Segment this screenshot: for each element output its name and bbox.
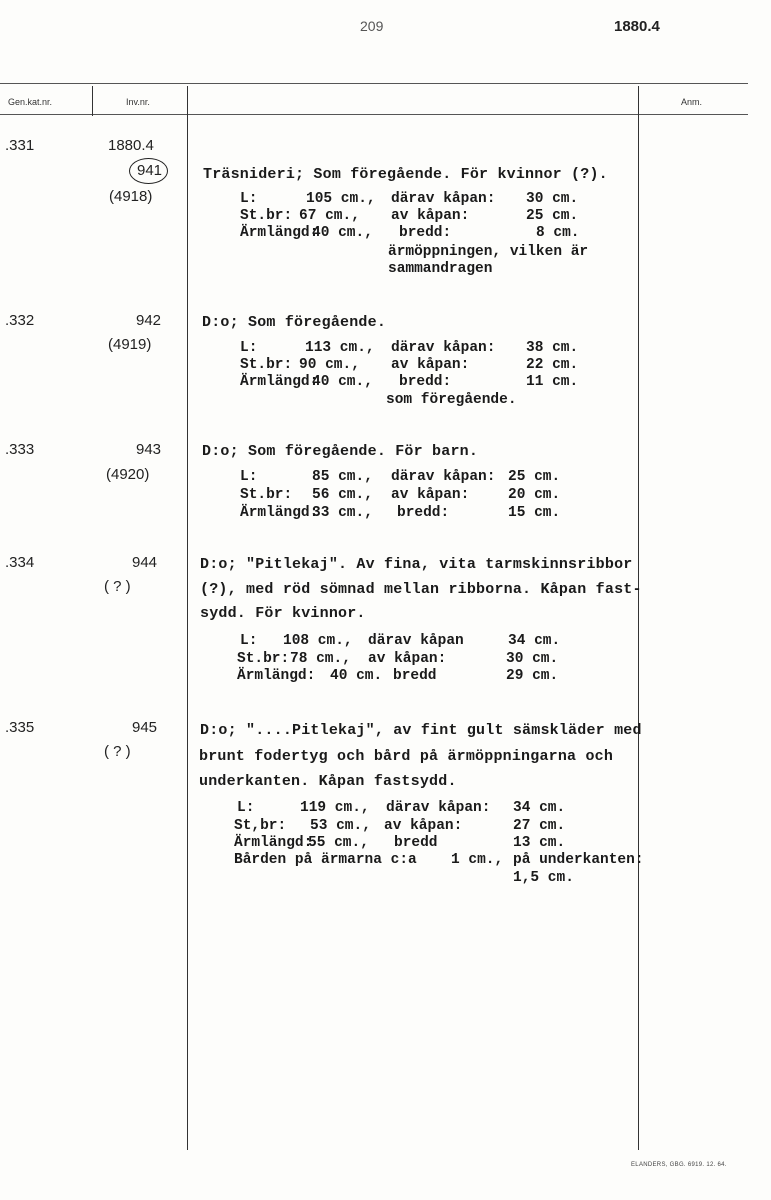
measure-label: Ärmlängd: xyxy=(234,835,313,851)
entry-text: Träsnideri; Som föregående. För kvinnor (?). xyxy=(203,166,608,183)
inventory-number: 941 xyxy=(137,162,163,179)
measure-value: 15 cm. xyxy=(508,505,561,521)
catalog-number: .335 xyxy=(5,719,35,736)
measure-value: 8 cm. xyxy=(536,225,580,241)
measure-label: av kåpan: xyxy=(384,818,463,834)
measure-label: Ärmlängd: xyxy=(240,505,319,521)
measure-label: bredd xyxy=(394,835,438,851)
measure-label: L: xyxy=(240,191,258,207)
printer-imprint: ELANDERS, GBG. 6919. 12. 64. xyxy=(631,1162,727,1168)
entry-text: D:o; Som föregående. xyxy=(202,314,387,331)
measure-label: L: xyxy=(240,340,258,356)
measure-label: av kåpan: xyxy=(391,208,470,224)
measure-value: 1 cm., xyxy=(451,852,504,868)
catalog-number: .331 xyxy=(5,137,35,154)
catalog-number: .334 xyxy=(5,554,35,571)
entry-text: brunt fodertyg och bård på ärmöppningarna och xyxy=(199,748,614,765)
measure-value: 30 cm. xyxy=(506,651,559,667)
measure-value: 108 cm., xyxy=(283,633,353,649)
measure-label: bredd: xyxy=(397,505,450,521)
measure-label: St.br: xyxy=(240,357,293,373)
measure-label: Ärmlängd: xyxy=(240,374,319,390)
measure-value: 55 cm., xyxy=(308,835,369,851)
measure-value: 67 cm., xyxy=(299,208,360,224)
catalog-number: .333 xyxy=(5,441,35,458)
measure-label: L: xyxy=(240,633,258,649)
measure-label: Bården på ärmarna c:a xyxy=(234,852,417,868)
measure-label: St.br: xyxy=(240,208,293,224)
measure-value: 105 cm., xyxy=(306,191,376,207)
measure-label: av kåpan: xyxy=(391,357,470,373)
inventory-number: 943 xyxy=(136,441,162,458)
measure-label: Ärmlängd: xyxy=(237,668,316,684)
measure-value: 78 cm., xyxy=(290,651,351,667)
measure-value: 13 cm. xyxy=(513,835,566,851)
inventory-number: ( ? ) xyxy=(104,743,131,760)
measure-value: 38 cm. xyxy=(526,340,579,356)
inventory-number: 942 xyxy=(136,312,162,329)
inventory-number: 945 xyxy=(132,719,158,736)
measure-label: av kåpan: xyxy=(391,487,470,503)
measure-value: 29 cm. xyxy=(506,668,559,684)
measure-value: 22 cm. xyxy=(526,357,579,373)
inventory-number: (4919) xyxy=(108,336,152,353)
entry-note: sammandragen xyxy=(388,261,493,277)
measure-value: 119 cm., xyxy=(300,800,370,816)
measure-value: 33 cm., xyxy=(312,505,373,521)
inventory-number: (4920) xyxy=(106,466,150,483)
top-rule xyxy=(0,83,748,84)
measure-label: bredd: xyxy=(399,374,452,390)
page-number: 209 xyxy=(360,18,384,34)
measure-label: bredd xyxy=(393,668,437,684)
measure-value: 20 cm. xyxy=(508,487,561,503)
measure-label: L: xyxy=(237,800,255,816)
measure-label: av kåpan: xyxy=(368,651,447,667)
entry-text: sydd. För kvinnor. xyxy=(200,605,366,622)
column-rule-2 xyxy=(187,86,188,1150)
catalog-number: .332 xyxy=(5,312,35,329)
header-rule xyxy=(0,114,748,115)
measure-value: 34 cm. xyxy=(508,633,561,649)
entry-text: D:o; "....Pitlekaj", av fint gult sämskläder med xyxy=(200,722,642,739)
measure-label: därav kåpan xyxy=(368,633,464,649)
page-id: 1880.4 xyxy=(614,18,660,35)
entry-note: 1,5 cm. xyxy=(513,870,574,886)
measure-label: därav kåpan: xyxy=(391,191,496,207)
measure-label: därav kåpan: xyxy=(391,340,496,356)
entry-text: D:o; "Pitlekaj". Av fina, vita tarmskinnsribbor xyxy=(200,556,633,573)
measure-value: 40 cm. xyxy=(330,668,383,684)
measure-label: på underkanten: xyxy=(513,852,644,868)
entry-text: underkanten. Kåpan fastsydd. xyxy=(199,773,457,790)
measure-label: Ärmlängd: xyxy=(240,225,319,241)
measure-label: St,br: xyxy=(234,818,287,834)
column-rule-1 xyxy=(92,86,93,116)
measure-value: 40 cm., xyxy=(312,374,373,390)
inventory-number: 944 xyxy=(132,554,158,571)
entry-text: D:o; Som föregående. För barn. xyxy=(202,443,479,460)
measure-value: 30 cm. xyxy=(526,191,579,207)
measure-label: L: xyxy=(240,469,258,485)
measure-label: därav kåpan: xyxy=(391,469,496,485)
measure-value: 90 cm., xyxy=(299,357,360,373)
measure-label: bredd: xyxy=(399,225,452,241)
measure-value: 113 cm., xyxy=(305,340,375,356)
measure-value: 11 cm. xyxy=(526,374,579,390)
measure-label: St.br: xyxy=(237,651,290,667)
measure-value: 25 cm. xyxy=(526,208,579,224)
inventory-number: 1880.4 xyxy=(108,137,154,154)
measure-value: 27 cm. xyxy=(513,818,566,834)
entry-note: som föregående. xyxy=(386,392,517,408)
measure-value: 85 cm., xyxy=(312,469,373,485)
entry-note: ärmöppningen, vilken är xyxy=(388,244,589,260)
measure-value: 53 cm., xyxy=(310,818,371,834)
inventory-number: ( ? ) xyxy=(104,578,131,595)
measure-value: 34 cm. xyxy=(513,800,566,816)
measure-value: 40 cm., xyxy=(312,225,373,241)
measure-value: 25 cm. xyxy=(508,469,561,485)
measure-value: 56 cm., xyxy=(312,487,373,503)
measure-label: St.br: xyxy=(240,487,293,503)
header-gen-kat-nr: Gen.kat.nr. xyxy=(8,97,53,107)
header-inv-nr: Inv.nr. xyxy=(126,97,150,107)
inventory-number: (4918) xyxy=(109,188,153,205)
measure-label: därav kåpan: xyxy=(386,800,491,816)
header-anm: Anm. xyxy=(681,97,703,107)
column-rule-3 xyxy=(638,86,639,1150)
entry-text: (?), med röd sömnad mellan ribborna. Kåpan fast- xyxy=(200,581,642,598)
